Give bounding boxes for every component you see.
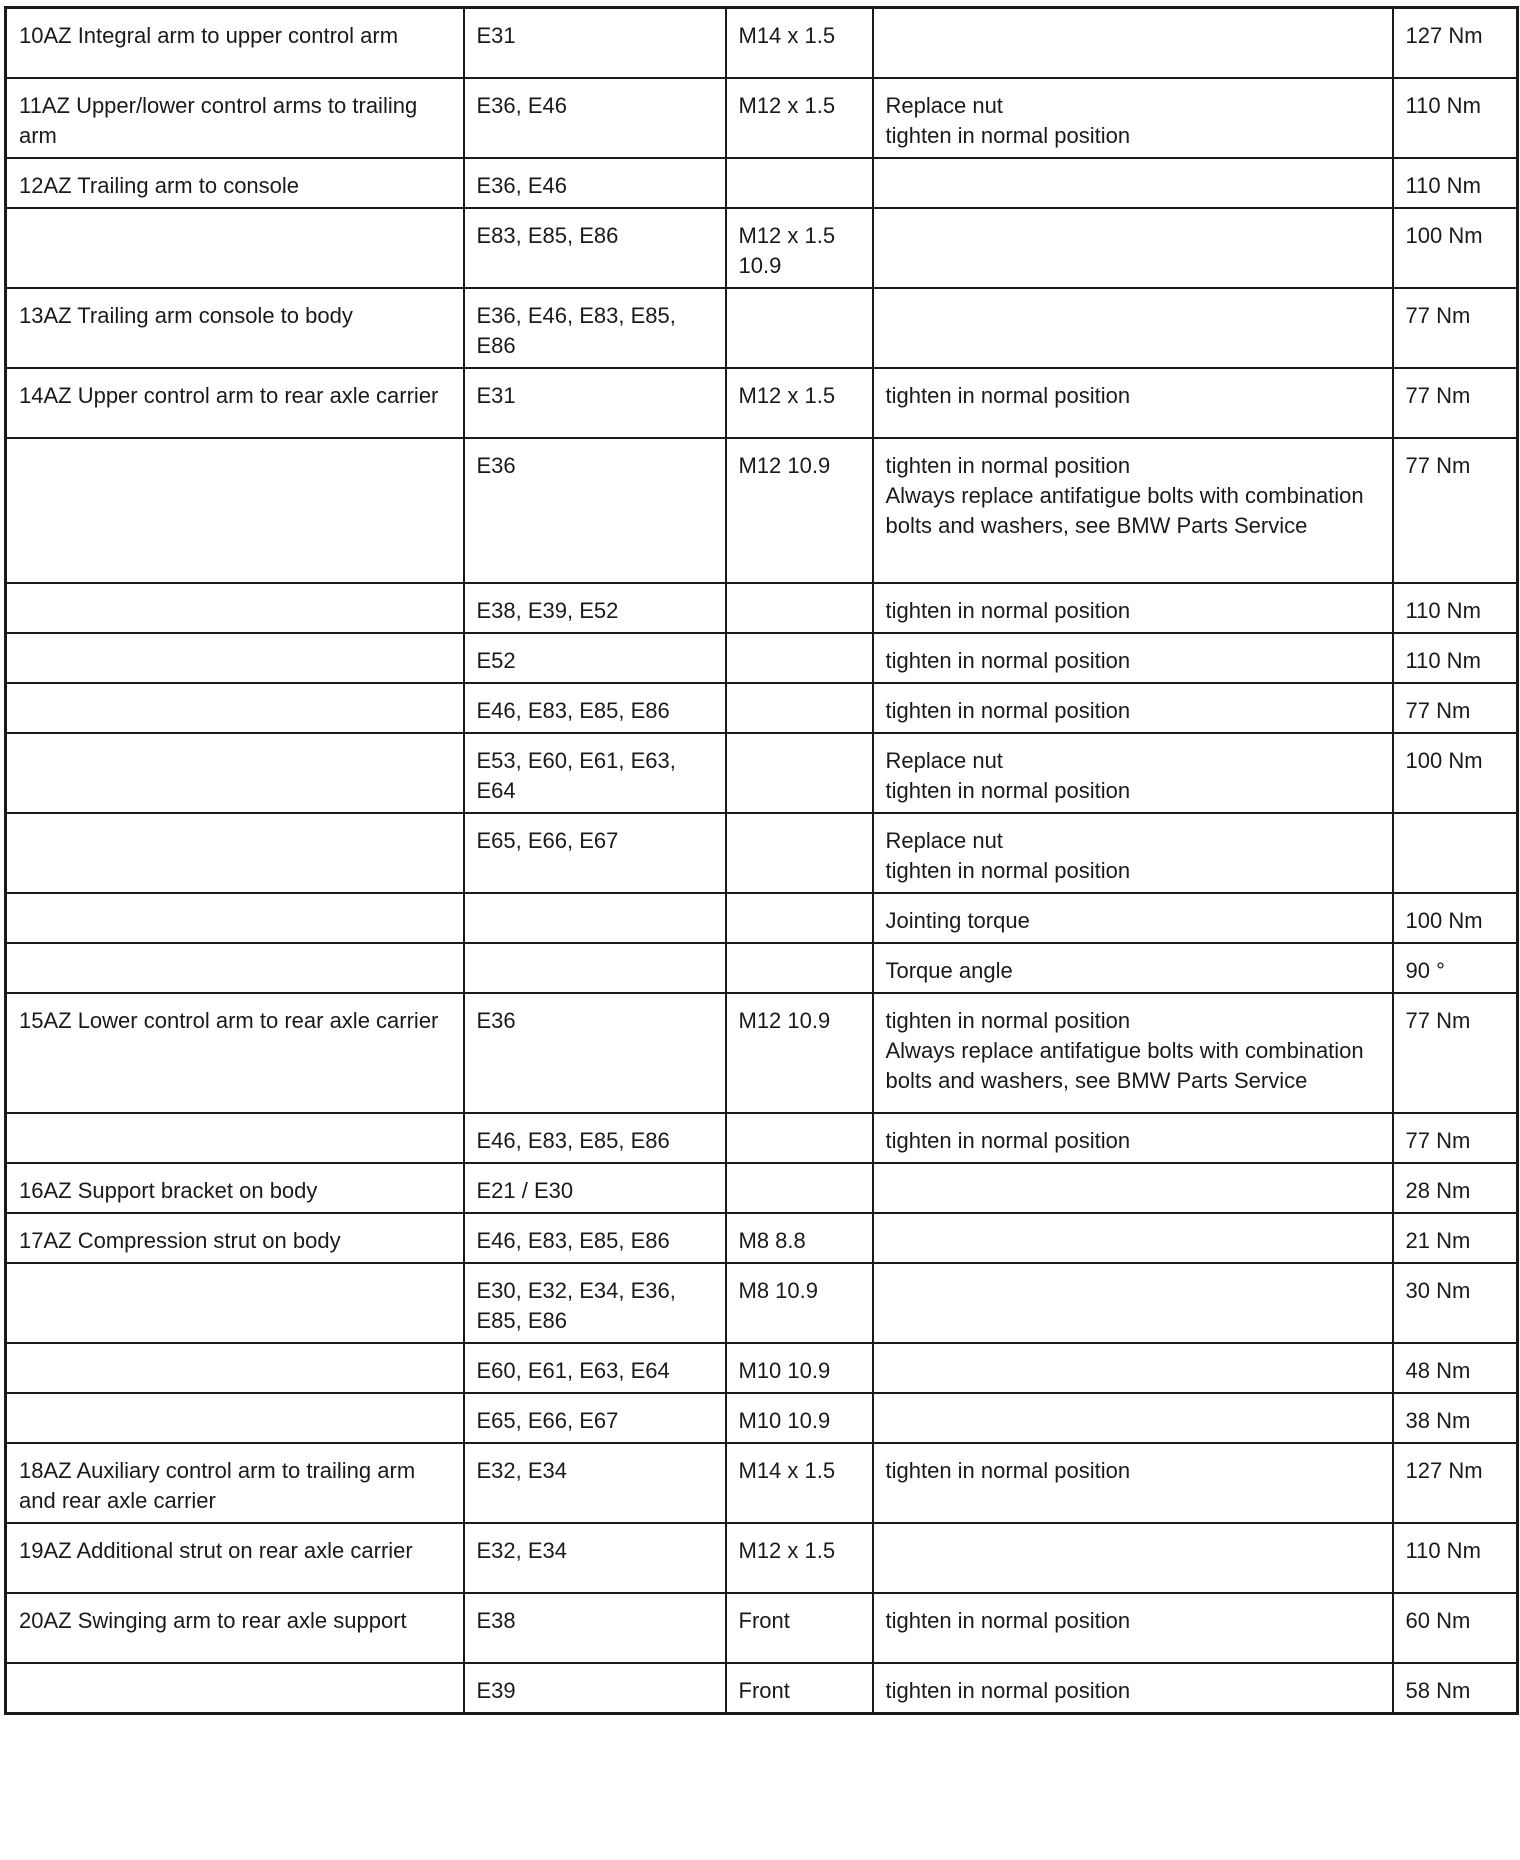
table-row: [6, 1593, 1518, 1663]
table-row: [6, 1523, 1518, 1593]
table-row: [6, 583, 1518, 633]
thread-cell: [726, 633, 873, 683]
models-cell: [464, 893, 726, 943]
models-cell: E30, E32, E34, E36, E85, E86: [464, 1263, 726, 1343]
item-cell: [6, 208, 464, 288]
table-row: [6, 633, 1518, 683]
table-row: [6, 8, 1518, 78]
models-cell: [464, 943, 726, 993]
models-cell: E52: [464, 633, 726, 683]
thread-cell: [726, 683, 873, 733]
torque-spec-table: [4, 6, 1519, 1715]
item-cell: [6, 893, 464, 943]
item-cell: 16AZ Support bracket on body: [6, 1163, 464, 1213]
torque-cell: 38 Nm: [1393, 1393, 1518, 1443]
models-cell: E36, E46: [464, 78, 726, 158]
torque-cell: 100 Nm: [1393, 893, 1518, 943]
thread-cell: [726, 158, 873, 208]
thread-cell: M12 10.9: [726, 438, 873, 583]
models-cell: E39: [464, 1663, 726, 1714]
torque-cell: 77 Nm: [1393, 993, 1518, 1113]
note-cell: tighten in normal position: [873, 633, 1393, 683]
torque-cell: 48 Nm: [1393, 1343, 1518, 1393]
models-cell: E32, E34: [464, 1443, 726, 1523]
table-row: [6, 1213, 1518, 1263]
torque-cell: 21 Nm: [1393, 1213, 1518, 1263]
table-row: [6, 438, 1518, 583]
torque-cell: 60 Nm: [1393, 1593, 1518, 1663]
item-cell: [6, 1263, 464, 1343]
table-row: [6, 1263, 1518, 1343]
item-cell: [6, 813, 464, 893]
note-cell: tighten in normal position Always replace antifatigue bolts with combination bolts and washers, see BMW Parts Service: [873, 438, 1393, 583]
note-cell: [873, 8, 1393, 78]
table-row: [6, 993, 1518, 1113]
item-cell: [6, 683, 464, 733]
thread-cell: M12 x 1.5: [726, 1523, 873, 1593]
torque-cell: 110 Nm: [1393, 1523, 1518, 1593]
torque-spec-body: [6, 8, 1518, 1714]
table-row: [6, 943, 1518, 993]
models-cell: E31: [464, 8, 726, 78]
torque-cell: 110 Nm: [1393, 158, 1518, 208]
torque-cell: 127 Nm: [1393, 8, 1518, 78]
torque-cell: 30 Nm: [1393, 1263, 1518, 1343]
item-cell: 14AZ Upper control arm to rear axle carrier: [6, 368, 464, 438]
item-cell: 19AZ Additional strut on rear axle carrier: [6, 1523, 464, 1593]
table-row: [6, 158, 1518, 208]
table-row: [6, 1393, 1518, 1443]
table-row: [6, 288, 1518, 368]
torque-cell: [1393, 813, 1518, 893]
item-cell: [6, 1663, 464, 1714]
thread-cell: M10 10.9: [726, 1393, 873, 1443]
torque-cell: 28 Nm: [1393, 1163, 1518, 1213]
note-cell: Torque angle: [873, 943, 1393, 993]
thread-cell: [726, 813, 873, 893]
item-cell: [6, 633, 464, 683]
thread-cell: [726, 288, 873, 368]
torque-cell: 58 Nm: [1393, 1663, 1518, 1714]
models-cell: E32, E34: [464, 1523, 726, 1593]
item-cell: 13AZ Trailing arm console to body: [6, 288, 464, 368]
thread-cell: M14 x 1.5: [726, 8, 873, 78]
torque-cell: 110 Nm: [1393, 78, 1518, 158]
note-cell: tighten in normal position: [873, 1113, 1393, 1163]
item-cell: 15AZ Lower control arm to rear axle carrier: [6, 993, 464, 1113]
thread-cell: M14 x 1.5: [726, 1443, 873, 1523]
thread-cell: M10 10.9: [726, 1343, 873, 1393]
table-row: [6, 1663, 1518, 1714]
models-cell: E65, E66, E67: [464, 1393, 726, 1443]
table-row: [6, 368, 1518, 438]
models-cell: E36: [464, 993, 726, 1113]
note-cell: tighten in normal position: [873, 1663, 1393, 1714]
models-cell: E38: [464, 1593, 726, 1663]
thread-cell: [726, 943, 873, 993]
torque-cell: 77 Nm: [1393, 288, 1518, 368]
thread-cell: [726, 1163, 873, 1213]
table-row: [6, 208, 1518, 288]
item-cell: 11AZ Upper/lower control arms to trailing arm: [6, 78, 464, 158]
item-cell: [6, 438, 464, 583]
note-cell: [873, 1163, 1393, 1213]
item-cell: 12AZ Trailing arm to console: [6, 158, 464, 208]
torque-cell: 77 Nm: [1393, 1113, 1518, 1163]
item-cell: 20AZ Swinging arm to rear axle support: [6, 1593, 464, 1663]
note-cell: tighten in normal position: [873, 1443, 1393, 1523]
torque-cell: 77 Nm: [1393, 683, 1518, 733]
table-row: [6, 733, 1518, 813]
table-row: [6, 1443, 1518, 1523]
table-row: [6, 1113, 1518, 1163]
table-row: [6, 1343, 1518, 1393]
item-cell: [6, 733, 464, 813]
item-cell: [6, 1343, 464, 1393]
torque-cell: 77 Nm: [1393, 368, 1518, 438]
models-cell: E46, E83, E85, E86: [464, 1113, 726, 1163]
note-cell: Replace nut tighten in normal position: [873, 78, 1393, 158]
models-cell: E21 / E30: [464, 1163, 726, 1213]
thread-cell: M12 10.9: [726, 993, 873, 1113]
models-cell: E38, E39, E52: [464, 583, 726, 633]
torque-cell: 100 Nm: [1393, 733, 1518, 813]
models-cell: E36, E46: [464, 158, 726, 208]
item-cell: 10AZ Integral arm to upper control arm: [6, 8, 464, 78]
note-cell: [873, 208, 1393, 288]
item-cell: 18AZ Auxiliary control arm to trailing arm and rear axle carrier: [6, 1443, 464, 1523]
item-cell: [6, 1393, 464, 1443]
torque-cell: 127 Nm: [1393, 1443, 1518, 1523]
torque-cell: 90 °: [1393, 943, 1518, 993]
note-cell: Jointing torque: [873, 893, 1393, 943]
thread-cell: [726, 733, 873, 813]
table-row: [6, 813, 1518, 893]
note-cell: [873, 1213, 1393, 1263]
thread-cell: M12 x 1.5: [726, 78, 873, 158]
note-cell: [873, 1523, 1393, 1593]
thread-cell: [726, 1113, 873, 1163]
table-row: [6, 683, 1518, 733]
note-cell: [873, 288, 1393, 368]
note-cell: tighten in normal position: [873, 368, 1393, 438]
note-cell: tighten in normal position: [873, 683, 1393, 733]
torque-cell: 77 Nm: [1393, 438, 1518, 583]
item-cell: [6, 943, 464, 993]
models-cell: E83, E85, E86: [464, 208, 726, 288]
note-cell: [873, 1393, 1393, 1443]
torque-cell: 110 Nm: [1393, 583, 1518, 633]
models-cell: E65, E66, E67: [464, 813, 726, 893]
models-cell: E36, E46, E83, E85, E86: [464, 288, 726, 368]
models-cell: E53, E60, E61, E63, E64: [464, 733, 726, 813]
item-cell: [6, 1113, 464, 1163]
models-cell: E46, E83, E85, E86: [464, 683, 726, 733]
item-cell: 17AZ Compression strut on body: [6, 1213, 464, 1263]
table-row: [6, 893, 1518, 943]
note-cell: tighten in normal position Always replace antifatigue bolts with combination bolts and washers, see BMW Parts Service: [873, 993, 1393, 1113]
thread-cell: Front: [726, 1663, 873, 1714]
thread-cell: Front: [726, 1593, 873, 1663]
thread-cell: [726, 583, 873, 633]
thread-cell: [726, 893, 873, 943]
torque-cell: 110 Nm: [1393, 633, 1518, 683]
table-row: [6, 78, 1518, 158]
note-cell: tighten in normal position: [873, 583, 1393, 633]
models-cell: E36: [464, 438, 726, 583]
thread-cell: M8 10.9: [726, 1263, 873, 1343]
note-cell: Replace nut tighten in normal position: [873, 813, 1393, 893]
torque-cell: 100 Nm: [1393, 208, 1518, 288]
note-cell: [873, 1263, 1393, 1343]
models-cell: E46, E83, E85, E86: [464, 1213, 726, 1263]
thread-cell: M12 x 1.5: [726, 368, 873, 438]
table-row: [6, 1163, 1518, 1213]
note-cell: [873, 158, 1393, 208]
thread-cell: M12 x 1.5 10.9: [726, 208, 873, 288]
thread-cell: M8 8.8: [726, 1213, 873, 1263]
item-cell: [6, 583, 464, 633]
models-cell: E60, E61, E63, E64: [464, 1343, 726, 1393]
note-cell: tighten in normal position: [873, 1593, 1393, 1663]
note-cell: Replace nut tighten in normal position: [873, 733, 1393, 813]
models-cell: E31: [464, 368, 726, 438]
note-cell: [873, 1343, 1393, 1393]
